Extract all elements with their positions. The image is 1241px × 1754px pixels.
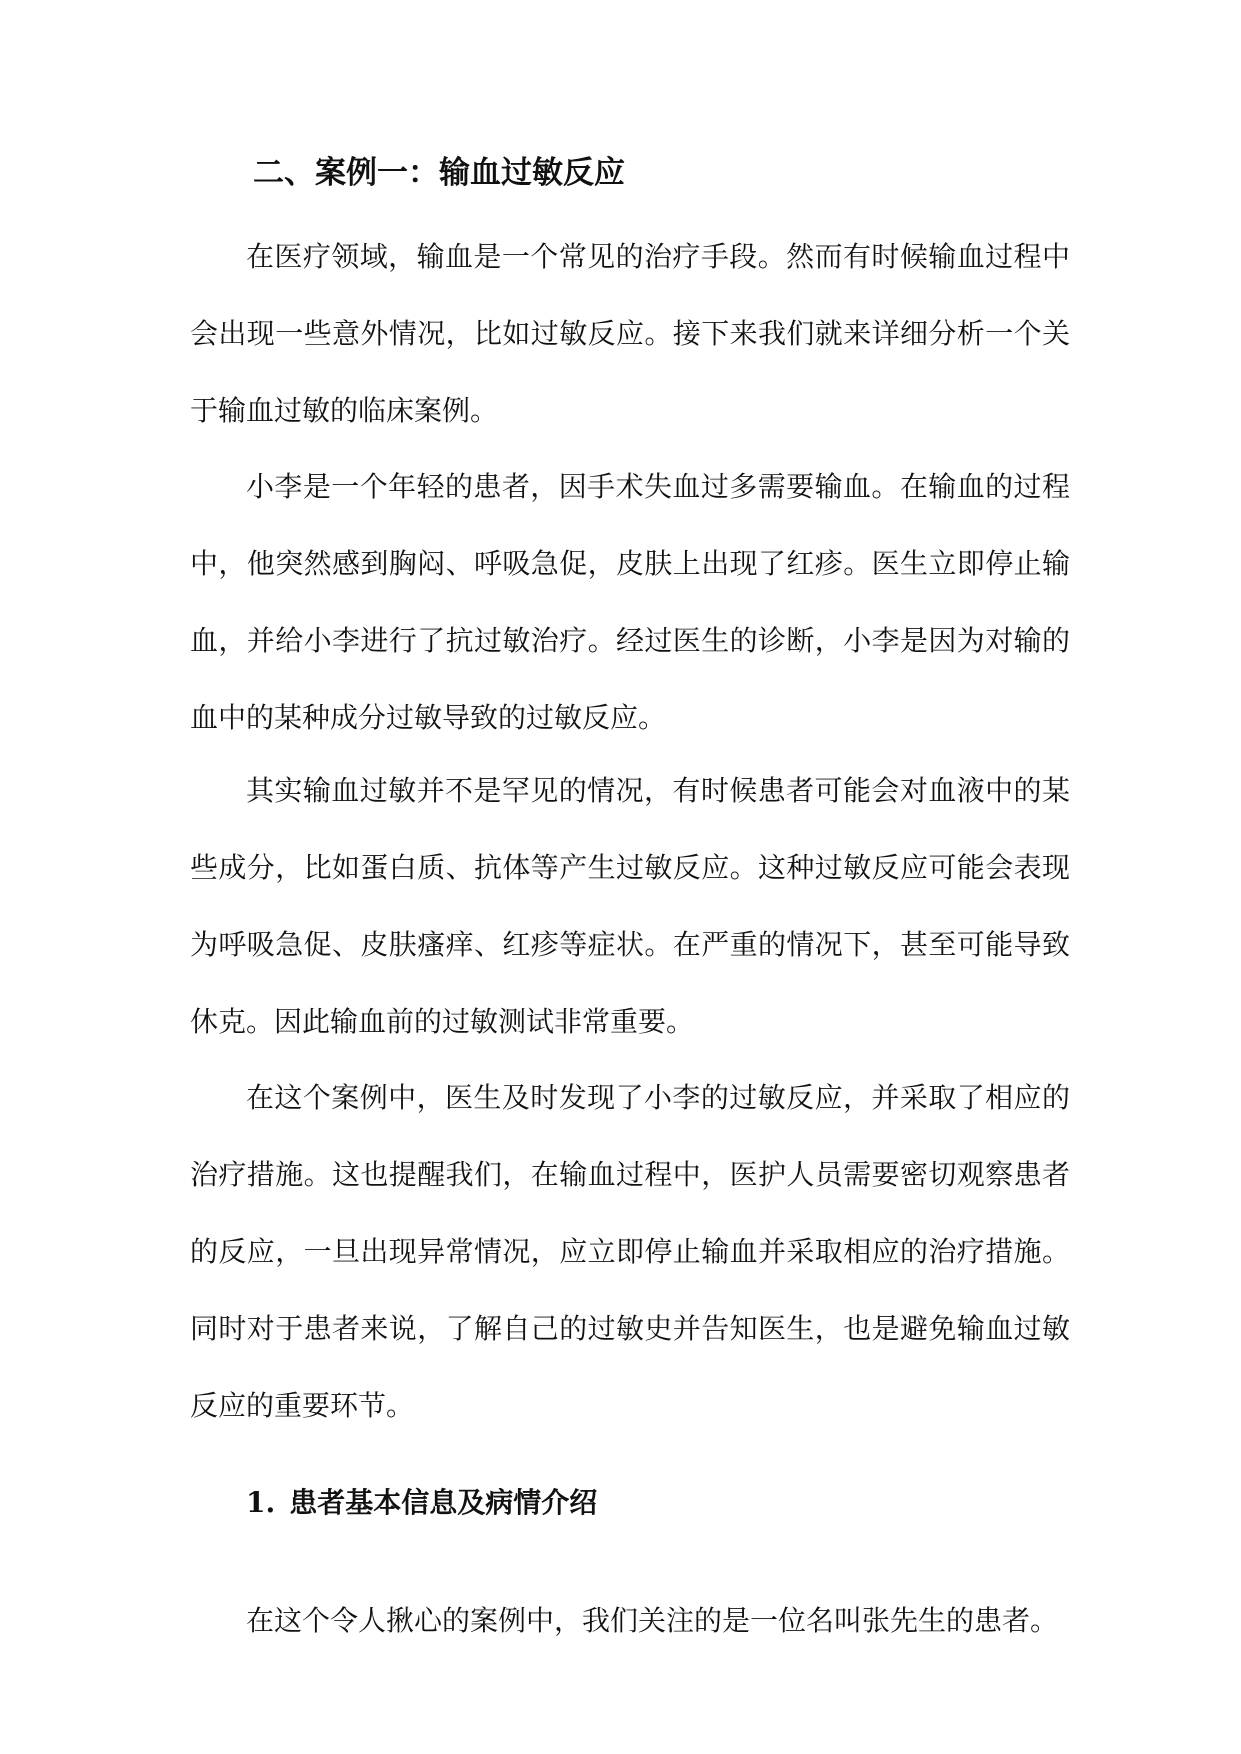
paragraph-lessons: 在这个案例中，医生及时发现了小李的过敏反应，并采取了相应的治疗措施。这也提醒我们，在输血过程中，医护人员需要密切观察患者的反应，一旦出现异常情况，应立即停止输血并采取相应的治疗措施。同时对于患者来说，了解自己的过敏史并告知医生，也是避免输血过敏反应的重要环节。	[190, 1081, 1070, 1422]
subsection-number: 1.	[246, 1486, 276, 1519]
paragraph-patient-intro: 在这个令人揪心的案例中，我们关注的是一位名叫张先生的患者。	[246, 1604, 1059, 1637]
subsection-title: 患者基本信息及病情介绍	[289, 1486, 598, 1519]
paragraph-intro: 在医疗领域，输血是一个常见的治疗手段。然而有时候输血过程中会出现一些意外情况，比如过敏反应。接下来我们就来详细分析一个关于输血过敏的临床案例。	[190, 240, 1070, 427]
paragraph-allergy-explanation: 其实输血过敏并不是罕见的情况，有时候患者可能会对血液中的某些成分，比如蛋白质、抗体等产生过敏反应。这种过敏反应可能会表现为呼吸急促、皮肤瘙痒、红疹等症状。在严重的情况下，甚至可能导致休克。因此输血前的过敏测试非常重要。	[190, 774, 1070, 1038]
paragraph-case-description: 小李是一个年轻的患者，因手术失血过多需要输血。在输血的过程中，他突然感到胸闷、呼吸急促，皮肤上出现了红疹。医生立即停止输血，并给小李进行了抗过敏治疗。经过医生的诊断，小李是因为对输的血中的某种成分过敏导致的过敏反应。	[190, 470, 1070, 734]
section-heading: 二、案例一：输血过敏反应	[253, 155, 625, 191]
subsection-heading	[246, 1478, 597, 1528]
